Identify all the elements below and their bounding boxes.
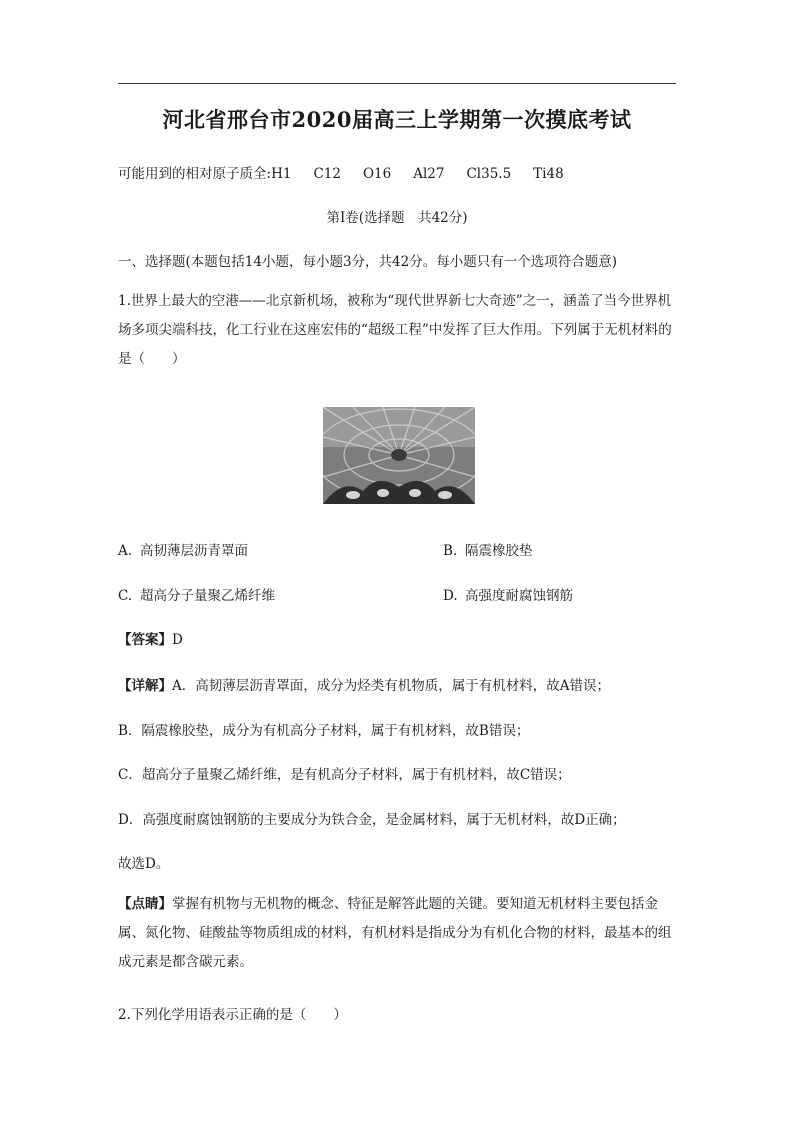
question-1-stem: 1.世界上最大的空港——北京新机场，被称为“现代世界新七大奇迹”之一，涵盖了当今世界机场多项尖端科技，化工行业在这座宏伟的“超级工程”中发挥了巨大作用。下列属于无机材料的是（ ） — [118, 293, 672, 367]
mass-c: C12 — [313, 166, 341, 182]
option-d-letter: D. — [443, 588, 458, 604]
option-a — [118, 539, 248, 559]
tip-tag: 【点睛】 — [118, 896, 172, 912]
answer-tag: 【答案】 — [118, 632, 172, 648]
tip-paragraph — [118, 890, 678, 977]
detail-b: B．隔震橡胶垫，成分为有机高分子材料，属于有机材料，故B错误； — [118, 723, 530, 739]
option-c-text: 超高分子量聚乙烯纤维 — [140, 588, 275, 604]
mass-ti: Ti48 — [533, 166, 564, 182]
mass-h: H1 — [271, 166, 292, 182]
question-2-stem: 2.下列化学用语表示正确的是（ ） — [118, 1007, 347, 1023]
atomic-masses-line — [118, 162, 564, 182]
mass-o: O16 — [362, 166, 392, 182]
option-a-letter: A. — [118, 543, 133, 559]
mass-cl: Cl35.5 — [466, 166, 512, 182]
option-b-text: 隔震橡胶垫 — [465, 543, 533, 559]
detail-d: D．高强度耐腐蚀钢筋的主要成分为铁合金，是金属材料，属于无机材料，故D正确； — [118, 812, 626, 828]
option-c-letter: C. — [118, 588, 133, 604]
detail-tag: 【详解】 — [118, 678, 172, 694]
option-c — [118, 584, 275, 604]
option-d — [443, 584, 573, 604]
detail-c: C．超高分子量聚乙烯纤维，是有机高分子材料，属于有机材料，故C错误； — [118, 767, 571, 783]
option-a-text: 高韧薄层沥青罩面 — [140, 543, 248, 559]
header-rule — [118, 83, 676, 84]
detail-a: A．高韧薄层沥青罩面，成分为烃类有机物质，属于有机材料，故A错误； — [172, 678, 610, 694]
option-b-letter: B. — [443, 543, 458, 559]
answer-line — [118, 628, 183, 648]
atomic-masses-label: 可能用到的相对原子质全: — [118, 166, 272, 182]
detail-conclusion: 故选D。 — [118, 856, 170, 872]
option-d-text: 高强度耐腐蚀钢筋 — [465, 588, 573, 604]
answer-value: D — [172, 632, 183, 648]
airport-photo — [323, 407, 475, 504]
mass-al: Al27 — [413, 166, 445, 182]
page-title: 河北省邢台市2020届高三上学期第一次摸底考试 — [162, 107, 632, 132]
section-intro: 一、选择题(本题包括14小题，每小题3分，共42分。每小题只有一个选项符合题意) — [118, 254, 617, 270]
tip-text: 掌握有机物与无机物的概念、特征是解答此题的关键。要知道无机材料主要包括金属、氮化物、硅酸盐等物质组成的材料，有机材料是指成分为有机化合物的材料，最基本的组成元素是都含碳元素。 — [118, 896, 672, 970]
option-b — [443, 539, 533, 559]
detail-line-1 — [118, 674, 610, 694]
volume-heading: 第Ⅰ卷(选择题 共42分) — [326, 210, 468, 226]
